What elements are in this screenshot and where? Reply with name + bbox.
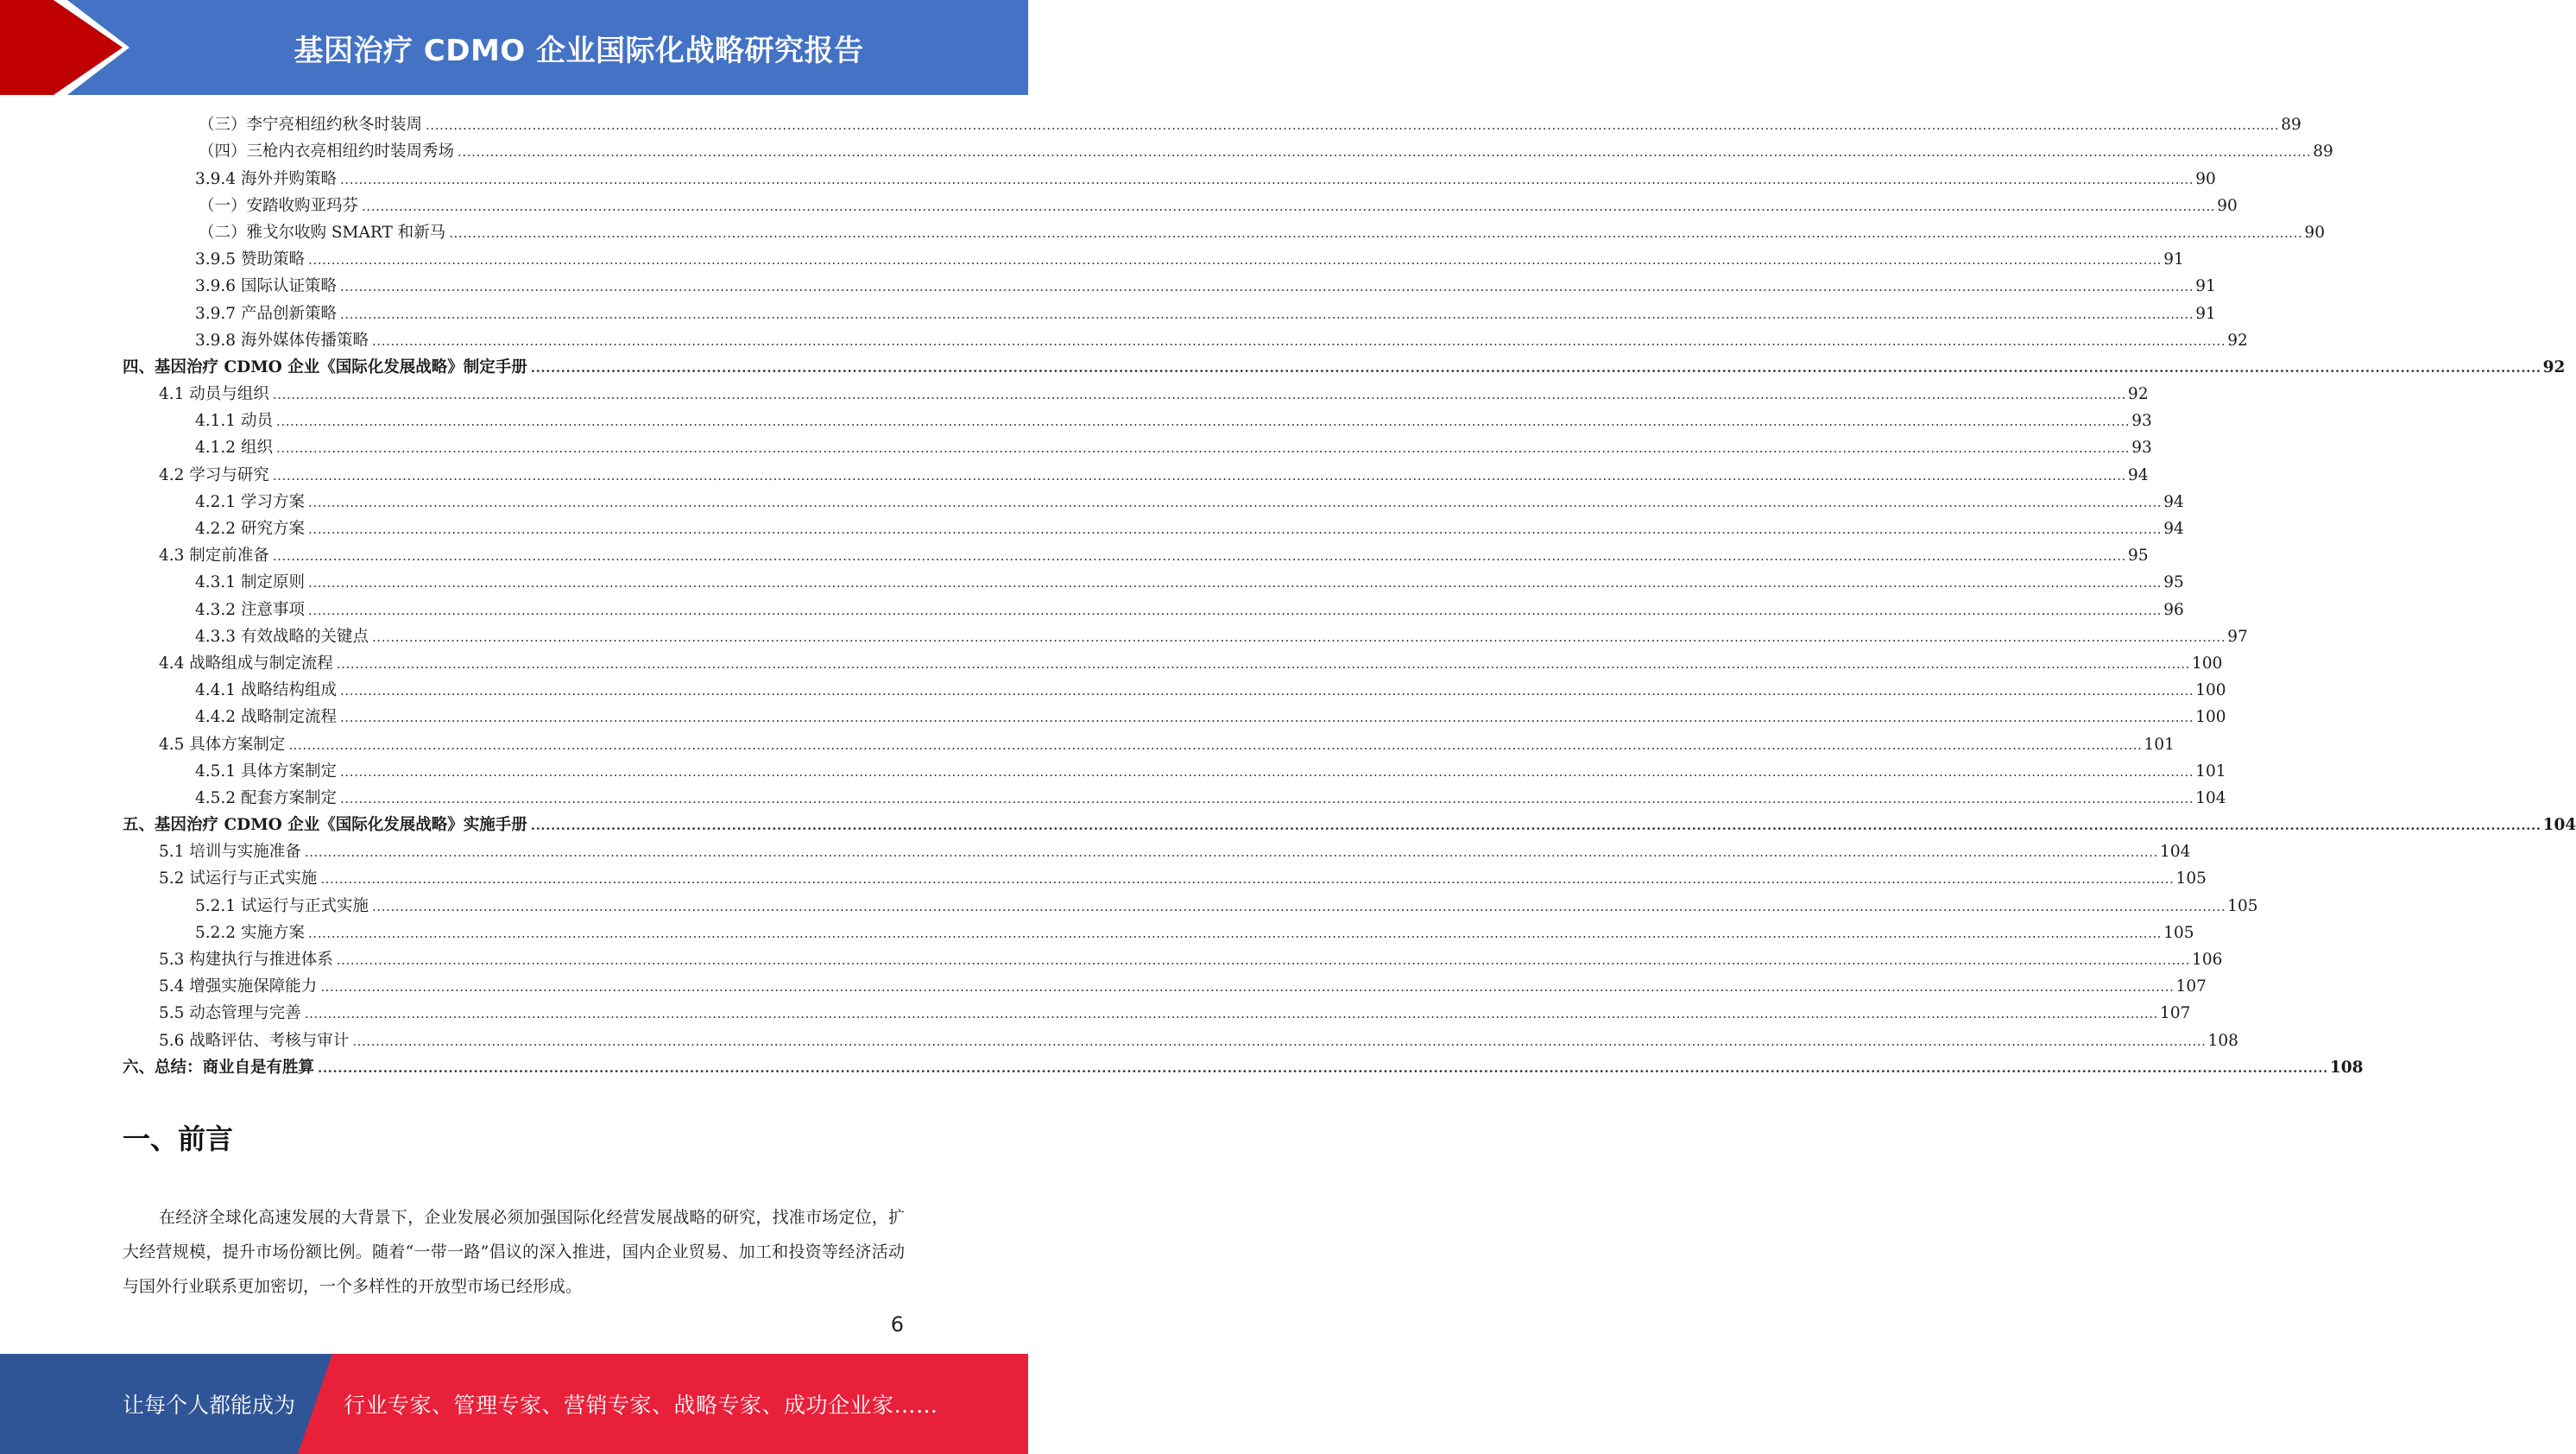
toc-entry[interactable]	[123, 353, 2566, 380]
toc-entry-page: 90	[2217, 196, 2238, 215]
toc-entry-page: 95	[2163, 573, 2184, 592]
toc-entry[interactable]	[123, 488, 2184, 515]
toc-entry-page: 92	[2128, 385, 2149, 404]
toc-entry[interactable]	[123, 999, 2191, 1026]
toc-entry[interactable]	[123, 137, 2333, 164]
toc-entry-title: 4.5.2 配套方案制定	[195, 788, 337, 807]
toc-entry[interactable]	[123, 811, 2576, 838]
toc-entry-title: 3.9.7 产品创新策略	[195, 304, 337, 323]
toc-entry[interactable]	[123, 326, 2248, 353]
toc-entry-title: （四）三枪内衣亮相纽约时装周秀场	[199, 142, 455, 161]
body-paragraph: 在经济全球化高速发展的大背景下，企业发展必须加强国际化经营发展战略的研究，找准市场定位，扩大经营规模，提升市场份额比例。随着“一带一路”倡议的深入推进，国内企业贸易、加工和投资等经济活动与国外行业联系更加密切，一个多样性的开放型市场已经形成。	[123, 1208, 905, 1296]
toc-entry-title: 4.2.1 学习方案	[195, 492, 305, 511]
toc-leader-dots: ................................................................................................................................................................................................................................................................................................................................................................................................................	[449, 224, 2303, 241]
toc-entry[interactable]	[123, 784, 2226, 811]
toc-entry-page: 94	[2163, 492, 2184, 511]
toc-leader-dots: ................................................................................................................................................................................................................................................................................................................................................................................................................	[371, 332, 2226, 349]
toc-leader-dots: ................................................................................................................................................................................................................................................................................................................................................................................................................	[339, 683, 2194, 699]
toc-entry[interactable]	[123, 1026, 2238, 1053]
toc-entry-title: 4.2 学习与研究	[159, 465, 269, 484]
toc-entry-title: 5.2 试运行与正式实施	[159, 869, 318, 888]
toc-entry[interactable]	[123, 945, 2223, 972]
toc-entry[interactable]	[123, 111, 2301, 137]
section-title: 一、前言	[123, 1122, 234, 1155]
header-title: 基因治疗 CDMO 企业国际化战略研究报告	[294, 33, 864, 68]
toc-entry-page: 106	[2192, 951, 2223, 969]
toc-entry-title: 4.5 具体方案制定	[159, 735, 286, 754]
toc-entry[interactable]	[123, 515, 2184, 541]
toc-leader-dots: ................................................................................................................................................................................................................................................................................................................................................................................................................	[272, 548, 2127, 565]
toc-entry-page: 90	[2304, 223, 2325, 242]
toc-entry-title: 4.2.2 研究方案	[195, 520, 305, 538]
toc-entry[interactable]	[123, 703, 2226, 730]
toc-entry[interactable]	[123, 891, 2258, 918]
toc-entry-page: 91	[2195, 304, 2216, 323]
toc-entry[interactable]	[123, 460, 2149, 487]
toc-entry-page: 104	[2542, 816, 2576, 835]
toc-entry-title: 4.4 战略组成与制定流程	[159, 654, 333, 673]
toc-entry-page: 96	[2163, 600, 2184, 619]
toc-entry-title: 5.1 培训与实施准备	[159, 843, 301, 862]
table-of-contents	[123, 111, 2576, 1080]
toc-entry-title: 4.3.1 制定原则	[195, 573, 305, 592]
toc-entry-title: 5.2.2 实施方案	[195, 923, 305, 942]
toc-leader-dots: ................................................................................................................................................................................................................................................................................................................................................................................................................	[336, 655, 2191, 672]
toc-leader-dots: ................................................................................................................................................................................................................................................................................................................................................................................................................	[320, 979, 2175, 996]
toc-entry-page: 92	[2542, 357, 2566, 376]
toc-entry-page: 92	[2227, 331, 2248, 350]
toc-entry-title: 4.3.2 注意事项	[195, 600, 305, 619]
toc-leader-dots: ................................................................................................................................................................................................................................................................................................................................................................................................................	[530, 359, 2541, 376]
toc-entry[interactable]	[123, 407, 2152, 433]
toc-leader-dots: ................................................................................................................................................................................................................................................................................................................................................................................................................	[339, 710, 2194, 726]
toc-entry-title: （二）雅戈尔收购 SMART 和新马	[199, 223, 446, 242]
toc-entry-page: 97	[2227, 627, 2248, 646]
toc-entry[interactable]	[123, 757, 2226, 784]
toc-leader-dots: ................................................................................................................................................................................................................................................................................................................................................................................................................	[320, 871, 2175, 888]
toc-leader-dots: ................................................................................................................................................................................................................................................................................................................................................................................................................	[336, 952, 2191, 968]
toc-entry[interactable]	[123, 568, 2184, 595]
toc-entry[interactable]	[123, 218, 2325, 245]
toc-entry[interactable]	[123, 192, 2238, 218]
page-number: 6	[890, 1312, 904, 1337]
toc-entry[interactable]	[123, 272, 2216, 299]
toc-leader-dots: ................................................................................................................................................................................................................................................................................................................................................................................................................	[426, 117, 2280, 134]
toc-entry-page: 91	[2195, 277, 2216, 296]
toc-leader-dots: ................................................................................................................................................................................................................................................................................................................................................................................................................	[304, 844, 2159, 861]
toc-entry-page: 94	[2163, 520, 2184, 538]
toc-leader-dots: ................................................................................................................................................................................................................................................................................................................................................................................................................	[288, 736, 2143, 753]
toc-leader-dots: ................................................................................................................................................................................................................................................................................................................................................................................................................	[371, 898, 2226, 914]
toc-entry-title: 3.9.6 国际认证策略	[195, 277, 337, 296]
toc-entry-page: 101	[2144, 735, 2175, 754]
toc-entry-page: 89	[2281, 116, 2301, 135]
page-footer	[0, 1354, 1028, 1454]
toc-entry-title: 3.9.4 海外并购策略	[195, 169, 337, 188]
toc-entry-title: （一）安踏收购亚玛芬	[199, 196, 359, 215]
toc-entry-title: 4.1.2 组织	[195, 439, 273, 458]
toc-entry[interactable]	[123, 433, 2152, 460]
toc-entry[interactable]	[123, 623, 2248, 649]
toc-entry-title: 5.2.1 试运行与正式实施	[195, 896, 369, 915]
toc-leader-dots: ................................................................................................................................................................................................................................................................................................................................................................................................................	[304, 1006, 2159, 1022]
toc-entry[interactable]	[123, 380, 2149, 407]
toc-entry-title: 4.5.1 具体方案制定	[195, 762, 337, 781]
toc-entry-page: 108	[2207, 1031, 2238, 1050]
toc-leader-dots: ................................................................................................................................................................................................................................................................................................................................................................................................................	[275, 414, 2131, 430]
toc-leader-dots: ................................................................................................................................................................................................................................................................................................................................................................................................................	[362, 198, 2216, 214]
toc-leader-dots: ................................................................................................................................................................................................................................................................................................................................................................................................................	[307, 925, 2162, 941]
toc-leader-dots: ................................................................................................................................................................................................................................................................................................................................................................................................................	[272, 387, 2127, 403]
toc-entry-title: 五、基因治疗 CDMO 企业《国际化发展战略》实施手册	[123, 816, 527, 835]
toc-entry[interactable]	[123, 595, 2184, 622]
toc-entry-title: 5.3 构建执行与推进体系	[159, 951, 333, 969]
toc-entry[interactable]	[123, 164, 2216, 191]
toc-leader-dots: ................................................................................................................................................................................................................................................................................................................................................................................................................	[339, 763, 2194, 780]
toc-leader-dots: ................................................................................................................................................................................................................................................................................................................................................................................................................	[318, 1059, 2328, 1076]
toc-entry-page: 101	[2195, 762, 2226, 781]
toc-entry[interactable]	[123, 730, 2175, 756]
toc-leader-dots: ................................................................................................................................................................................................................................................................................................................................................................................................................	[307, 575, 2162, 591]
toc-entry-title: 4.4.1 战略结构组成	[195, 681, 337, 700]
toc-entry[interactable]	[123, 838, 2191, 864]
toc-entry-page: 91	[2163, 250, 2184, 269]
toc-entry-page: 89	[2313, 142, 2333, 161]
toc-entry-page: 105	[2227, 896, 2258, 915]
toc-leader-dots: ................................................................................................................................................................................................................................................................................................................................................................................................................	[371, 629, 2226, 645]
toc-entry-title: 5.6 战略评估、考核与审计	[159, 1031, 350, 1050]
toc-leader-dots: ................................................................................................................................................................................................................................................................................................................................................................................................................	[458, 144, 2312, 161]
toc-entry-page: 93	[2131, 412, 2152, 431]
toc-entry[interactable]	[123, 864, 2207, 891]
toc-entry-page: 105	[2163, 923, 2194, 942]
toc-entry-page: 105	[2175, 869, 2207, 888]
toc-entry-title: 5.5 动态管理与完善	[159, 1004, 301, 1023]
toc-entry-title: 3.9.8 海外媒体传播策略	[195, 331, 369, 350]
page-header	[0, 0, 1028, 95]
toc-entry-title: 4.3.3 有效战略的关键点	[195, 627, 369, 646]
toc-entry-title: 5.4 增强实施保障能力	[159, 977, 318, 996]
toc-leader-dots: ................................................................................................................................................................................................................................................................................................................................................................................................................	[307, 494, 2162, 510]
header-arrow-decoration	[0, 0, 138, 95]
toc-entry[interactable]	[123, 972, 2207, 999]
footer-slogan-left: 让每个人都能成为	[123, 1393, 296, 1418]
toc-entry-title: 4.4.2 战略制定流程	[195, 708, 337, 727]
toc-entry-page: 94	[2128, 465, 2149, 484]
toc-entry-title: 四、基因治疗 CDMO 企业《国际化发展战略》制定手册	[123, 357, 527, 376]
toc-entry-page: 100	[2192, 654, 2223, 673]
toc-entry-title: 4.1 动员与组织	[159, 385, 269, 404]
toc-entry-title: 4.3 制定前准备	[159, 547, 269, 566]
toc-entry-title: 六、总结：商业自是有胜算	[123, 1058, 315, 1077]
toc-leader-dots: ................................................................................................................................................................................................................................................................................................................................................................................................................	[307, 602, 2162, 618]
toc-leader-dots: ................................................................................................................................................................................................................................................................................................................................................................................................................	[339, 790, 2194, 806]
toc-entry-title: 4.1.1 动员	[195, 412, 273, 431]
toc-entry-page: 104	[2195, 788, 2226, 807]
footer-slogan-right: 行业专家、管理专家、营销专家、战略专家、成功企业家……	[344, 1393, 938, 1418]
toc-entry-page: 107	[2175, 977, 2207, 996]
toc-leader-dots: ................................................................................................................................................................................................................................................................................................................................................................................................................	[339, 171, 2194, 187]
toc-entry-title: （三）李宁亮相纽约秋冬时装周	[199, 116, 423, 135]
toc-entry[interactable]	[123, 541, 2149, 568]
toc-entry[interactable]	[123, 649, 2223, 676]
toc-entry-title: 3.9.5 赞助策略	[195, 250, 305, 269]
toc-entry-page: 90	[2195, 169, 2216, 188]
toc-leader-dots: ................................................................................................................................................................................................................................................................................................................................................................................................................	[352, 1033, 2207, 1049]
toc-entry[interactable]	[123, 1053, 2364, 1080]
toc-entry-page: 107	[2160, 1004, 2191, 1023]
toc-entry-page: 108	[2329, 1058, 2364, 1077]
toc-entry-page: 100	[2195, 708, 2226, 727]
toc-leader-dots: ................................................................................................................................................................................................................................................................................................................................................................................................................	[272, 467, 2127, 484]
toc-entry[interactable]	[123, 676, 2226, 703]
toc-entry-page: 93	[2131, 439, 2152, 458]
toc-entry[interactable]	[123, 919, 2194, 945]
toc-entry[interactable]	[123, 245, 2184, 272]
toc-leader-dots: ................................................................................................................................................................................................................................................................................................................................................................................................................	[530, 818, 2541, 834]
toc-entry-page: 100	[2195, 681, 2226, 700]
toc-entry-page: 104	[2160, 843, 2191, 862]
toc-leader-dots: ................................................................................................................................................................................................................................................................................................................................................................................................................	[307, 252, 2162, 269]
toc-entry-page: 95	[2128, 547, 2149, 566]
toc-leader-dots: ................................................................................................................................................................................................................................................................................................................................................................................................................	[339, 306, 2194, 322]
toc-leader-dots: ................................................................................................................................................................................................................................................................................................................................................................................................................	[307, 522, 2162, 537]
toc-entry[interactable]	[123, 299, 2216, 326]
toc-leader-dots: ................................................................................................................................................................................................................................................................................................................................................................................................................	[339, 279, 2194, 295]
toc-leader-dots: ................................................................................................................................................................................................................................................................................................................................................................................................................	[275, 440, 2131, 457]
